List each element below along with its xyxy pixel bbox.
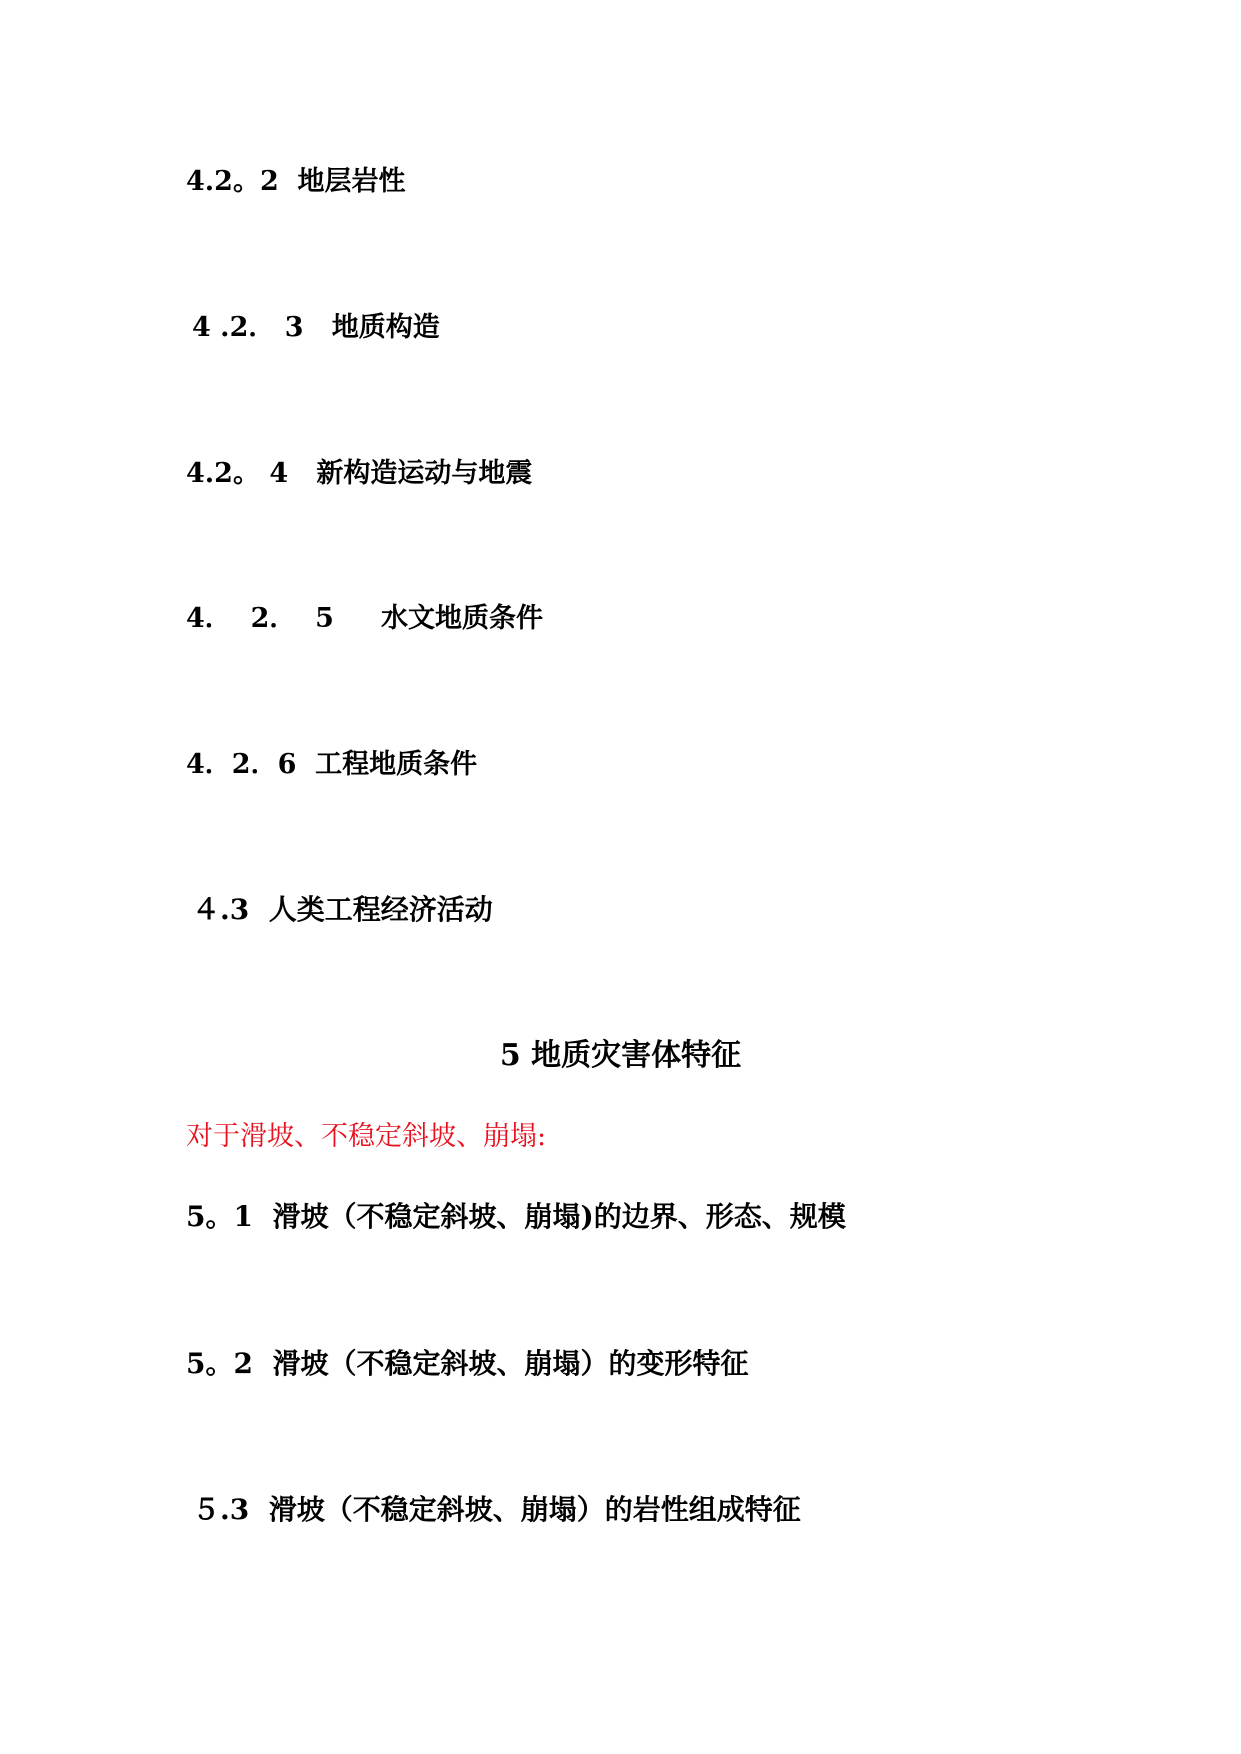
heading-4-3-human-activity: ４.3 人类工程经济活动	[192, 893, 493, 926]
heading-4-2-2-stratum-lithology: 4.2。2 地层岩性	[186, 166, 406, 197]
intro-note: 对于滑坡、不稳定斜坡、崩塌:	[186, 1121, 547, 1152]
heading-5-1-boundary-shape-scale: 5。1 滑坡（不稳定斜坡、崩塌)的边界、形态、规模	[186, 1200, 846, 1233]
heading-4-2-6-engineering-geology: 4．2．6 工程地质条件	[186, 749, 478, 780]
chapter-5-title: 5 地质灾害体特征	[499, 1038, 742, 1073]
heading-5-2-deformation: 5。2 滑坡（不稳定斜坡、崩塌）的变形特征	[186, 1347, 749, 1380]
heading-5-3-lithology-composition: ５.3 滑坡（不稳定斜坡、崩塌）的岩性组成特征	[192, 1493, 801, 1526]
heading-4-2-4-neotectonics-earthquake: 4.2。 4 新构造运动与地震	[186, 458, 533, 489]
heading-4-2-3-geological-structure: 4 .2． 3 地质构造	[192, 312, 440, 343]
heading-4-2-5-hydrogeology: 4． 2． 5 水文地质条件	[186, 603, 543, 634]
